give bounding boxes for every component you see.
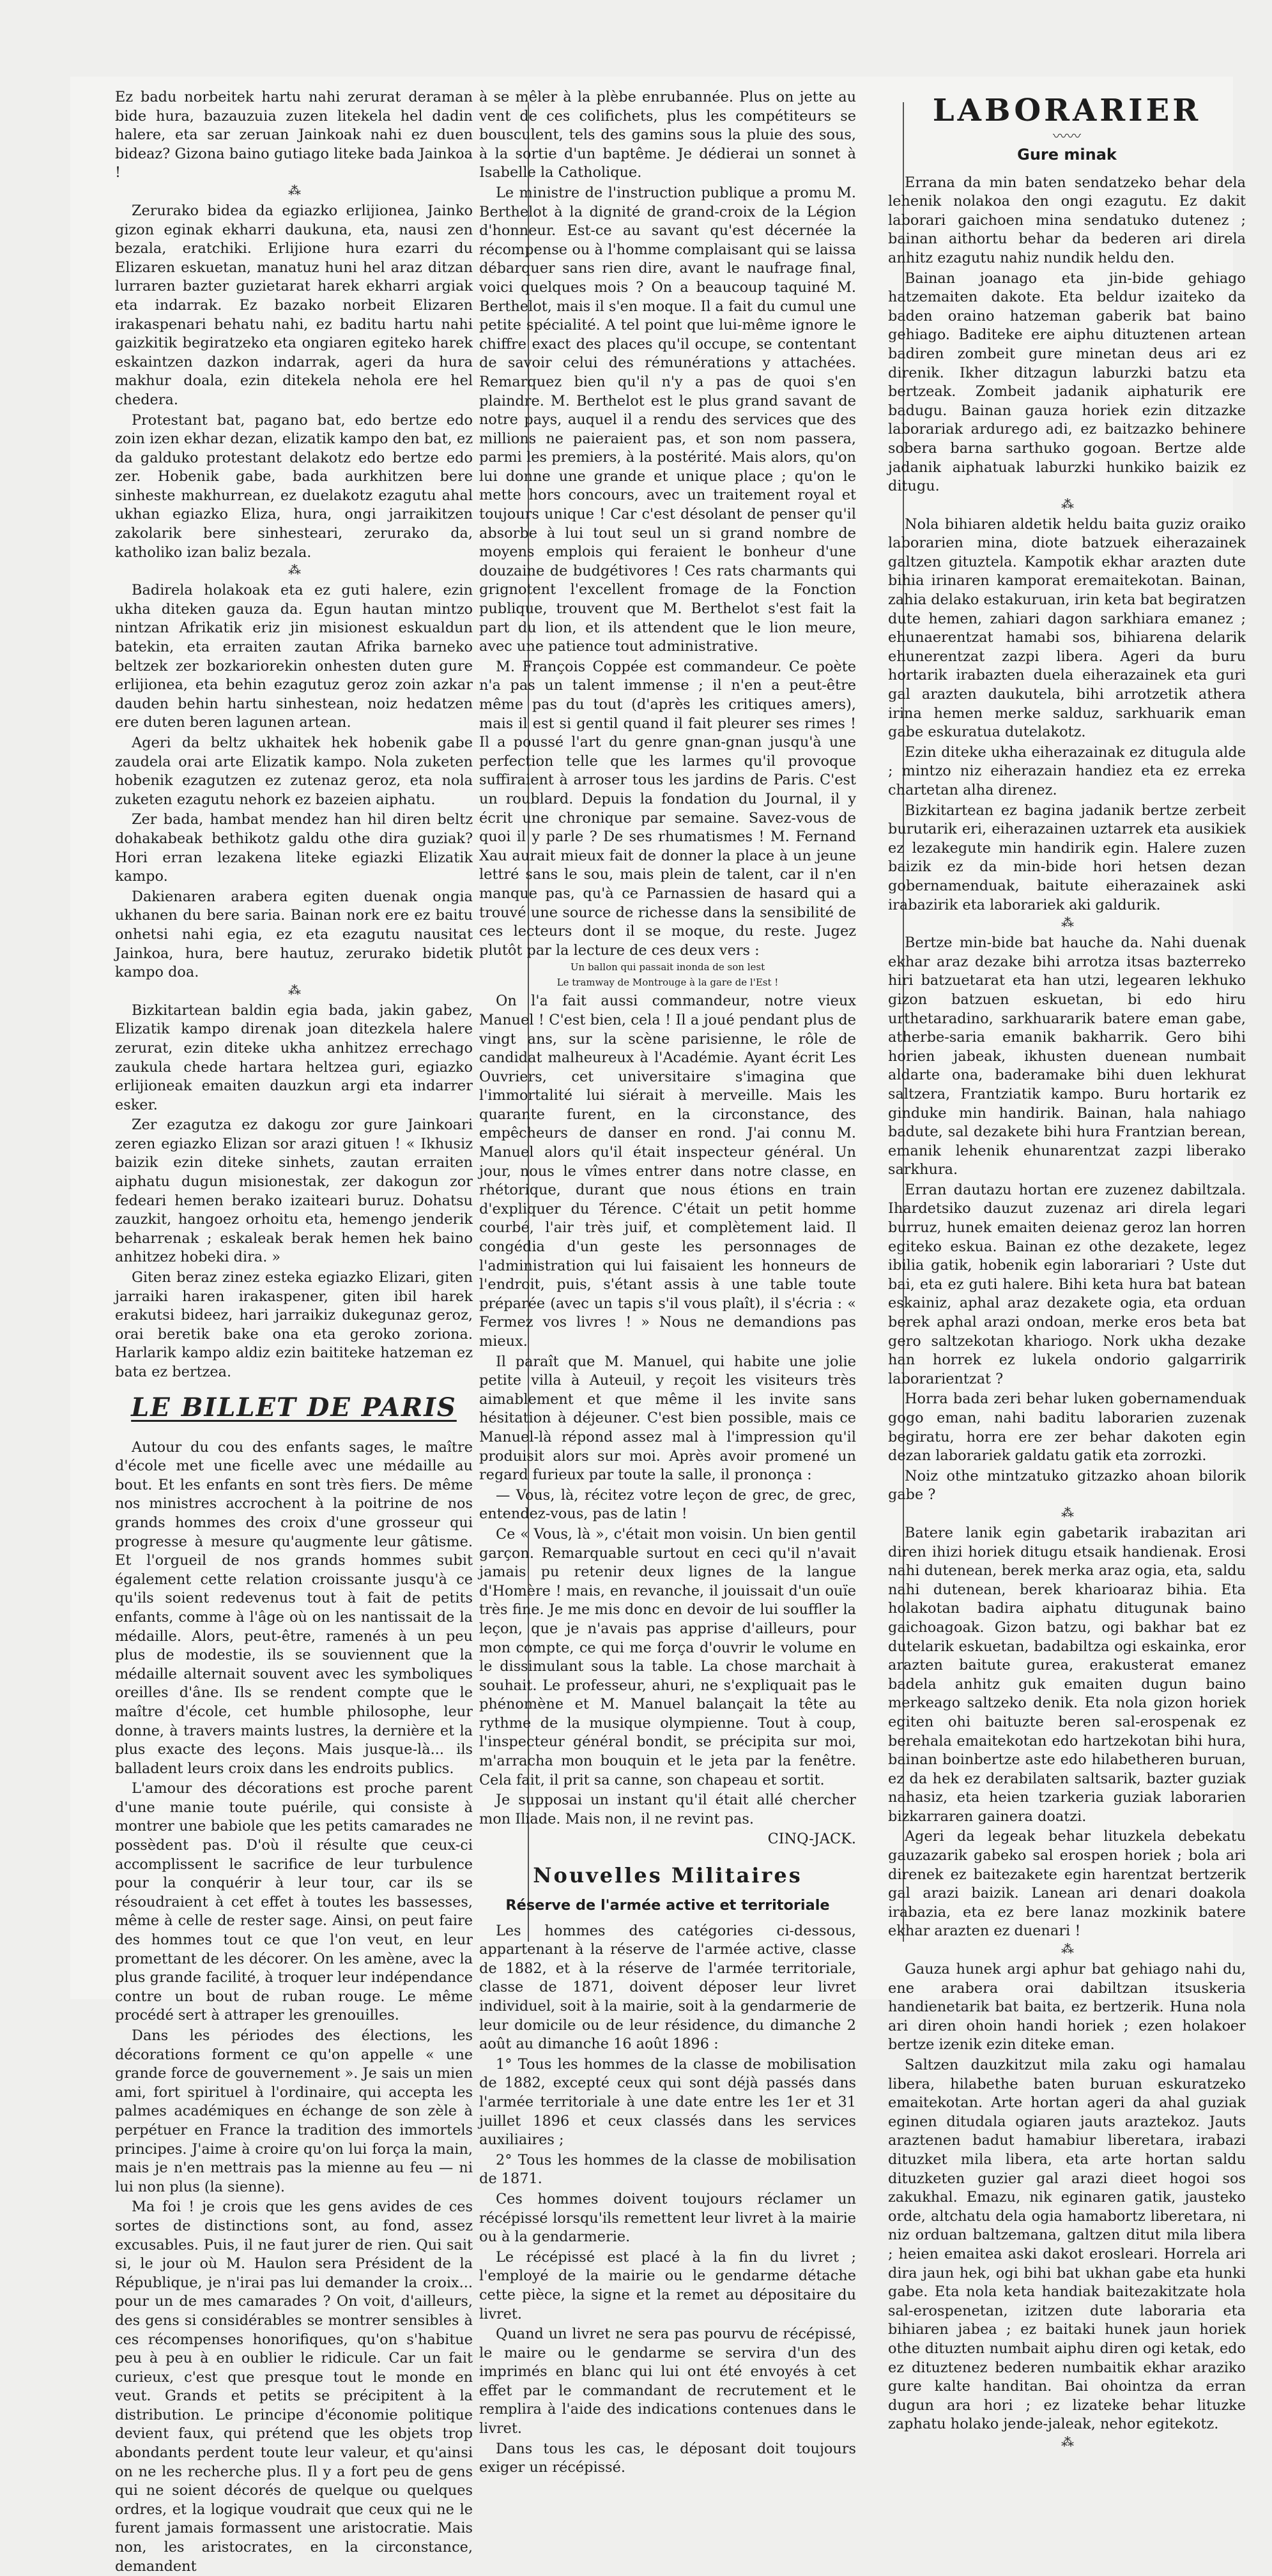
paragraph: Ageri da legeak behar lituzkela debekatu gauzazarik gabeko sal erospen horiek ; bola ari direnek ez baitezakete egin harentzat bertzerik gal arazi baizik. Lanean ari denari doakola irabazia, eta ez bere lanaz mozkinik batere ekhar arazten ez duenari ! (888, 1828, 1246, 1940)
paragraph: Bizkitartean baldin egia bada, jakin gabez, Elizatik kampo direnak joan ditezkela halere zerurat, ezin diteke ukha anhitzez errechago zaukula chede hartara heltzea guri, egiazko erlijioneak emaiten dauzkun argi eta indarrer esker. (115, 1002, 473, 1113)
paragraph: Ezin diteke ukha eiherazainak ez ditugula alde ; mintzo niz eiherazain handiez eta ez erreka chartetan alha direnez. (888, 743, 1246, 798)
paragraph: Zerurako bidea da egiazko erlijionea, Jainko gizon eginak ekharri daukuna, eta, nausi zen bezala, eratchiki. Erlijione hura ezarri du Elizaren eskuetan, manatuz huni hel araz ditzan lurraren bazter guzietarat harek ekharri argiak eta indarrak. Ez bazako norbeit Elizaren irakaspenari behatu nahi, ez baditu hartu nahi gaizkitik begiratzeko eta ongiaren egiteko harek eskaintzen dazkon indarrak, ageri da hura makhur doala, ezin ditekela nehola ere hel chedera. (115, 202, 473, 408)
paragraph: Ces hommes doivent toujours réclamer un récépissé lorsqu'ils remettent leur livret à la mairie ou à la gendarmerie. (479, 2190, 856, 2246)
ornament-divider: 〰〰 (1052, 129, 1081, 145)
separator-asterism: ⁂ (1061, 1941, 1073, 1957)
section-title-nouvelles: Nouvelles Militaires (533, 1863, 802, 1888)
separator-asterism: ⁂ (1061, 1504, 1073, 1520)
paragraph: — Vous, là, récitez votre leçon de grec, de grec, entendez-vous, pas de latin ! (479, 1486, 856, 1523)
section-title-billet: LE BILLET DE PARIS (131, 1392, 457, 1422)
paragraph: Saltzen dauzkitzut mila zaku ogi hamalau libera, hilabethe baten buruan eskuratzeko emaitekotan. Arte hortan ageri da ahal guziak eginen ditudala ogiaren jauts araztekoz. Jauts araztenen badut hamabiur liberetara, irabazi dituzket mila libera, eta arte hortan saldu dituzketen guzier gal arazi dieet hogoi sos zakukhal. Emazu, nik eginaren gatik, jausteko orde, altchatu dela ogia hamabortz liberetara, ni niz orduan baltzemana, galtzen ditut mila libera ; heien emaitea aski dakot erosleari. Horrela ari dira jaun hek, ogi bihi bat ukhan gabe eta hunki gabe. Eta nola keta handiak baitezakitzate hola sal-erospenetan, izitzen dute laboraria eta bihiaren jabea ; ez baitaki hunek jaun horiek othe dituzten numbait aiphu diren ogi ketak, edo ez dituztenez bederen numbaitik ekhar araziko gure kalte handitan. Bai ohointza da erran dugun ara hori ; ez lizateke behar lituzke zaphatu holako jende-jaleak, nehor egitekotz. (888, 2057, 1246, 2433)
section-subtitle: Gure minak (1017, 146, 1117, 164)
separator-asterism: ⁂ (288, 562, 300, 578)
paragraph: Giten beraz zinez esteka egiazko Elizari, giten jarraiki haren irakaspener, giten ibil harek erakutsi bideez, hari jarraikiz dukegunaz geroz, orai beretik bake ona eta geroko zoriona. Harlarik kampo aldiz ezin baititeke hatzeman ez bata ez bertzea. (115, 1269, 473, 1380)
separator-asterism: ⁂ (1061, 2434, 1073, 2450)
paragraph: Protestant bat, pagano bat, edo bertze edo zoin izen ekhar dezan, elizatik kampo den bat, ez da galduko protestant delakotz edo bertze edo zer. Hobenik gabe, bada aurkhitzen bere sinheste makhurrean, ez duelakotz ezagutu ahal ukhan egiazko Eliza, hura, ongi jarraikitzen zakolarik bere sinhesteari, zerurako da, katholiko izan baliz bezala. (115, 411, 473, 561)
paragraph: Badirela holakoak eta ez guti halere, ezin ukha diteken gauza da. Egun hautan mintzo nintzan Afrikatik eriz jin misionest eskualdun batekin, eta erraiten zautan Afrika barneko beltzek zer bozkariorekin onhesten duten gure erlijionea, eta behin ezagutuz geroz zoin azkar dauden behin hartu sinhestean, noiz hedatzen ere duten beren lagunen artean. (115, 582, 473, 731)
paragraph: 2° Tous les hommes de la classe de mobilisation de 1871. (479, 2151, 856, 2188)
paragraph: Dans tous les cas, le déposant doit toujours exiger un récépissé. (479, 2440, 856, 2476)
newspaper-page (70, 77, 1246, 2575)
poem-line: Un ballon qui passait inonda de son lest (570, 961, 765, 973)
paragraph: Gauza hunek argi aphur bat gehiago nahi du, ene arabera orai dabiltzan itsuskeria handienetarik bat baita, ez bertzerik. Huna nola ari diren ohoin handi horiek ; ezen holakoer bertze izenik ezin diteke eman. (888, 1961, 1246, 2054)
paragraph: Autour du cou des enfants sages, le maître d'école met une ficelle avec une médaille au bout. Et les enfants en sont très fiers. De même nos ministres accrochent à la poitrine de nos grands hommes des croix d'une grosseur qui progresse à mesure qu'augmente leur gâtisme. Et l'orgueil de nos grands hommes subit également cette relation croissante jusqu'à ce qu'ils soient redevenus tout à fait de petits enfants, comme à l'âge où on les nantissait de la médaille. Alors, peut-être, ramenés à un peu plus de modestie, ils se souviennent que la médaille alternait souvent avec les symboliques oreilles d'âne. Ils se rendent compte que le maître d'école, cet humble philosophe, leur donne, à travers maints lustres, la dernière et la plus exacte des leçons. Mais jusque-là... ils balladent leurs croix dans les endroits publics. (115, 1438, 473, 1777)
paragraph: Noiz othe mintzatuko gitzazko ahoan bilorik gabe ? (888, 1467, 1246, 1504)
paragraph: Les hommes des catégories ci-dessous, appartenant à la réserve de l'armée active, classe de 1882, et à la réserve de l'armée territoriale, classe de 1871, doivent déposer leur livret individuel, soit à la mairie, soit à la gendarmerie de leur domicile ou de leur résidence, du dimanche 2 août au dimanche 16 août 1896 : (479, 1922, 856, 2053)
paragraph: Errana da min baten sendatzeko behar dela lehenik nolakoa den ongi ezagutu. Ez dakit laborari gaichoen mina sendatuko dutenez ; bainan aithortu behar da bederen ari direla anhitz ezagutu nahiz nundik heldu den. (888, 174, 1246, 266)
paragraph: à se mêler à la plèbe enrubannée. Plus on jette au vent de ces colifichets, plus les compétiteurs se bousculent, tels des gamins sous la pluie des sous, à la sortie d'un baptême. Je dédierai un sonnet à Isabelle la Catholique. (479, 89, 856, 181)
paragraph: Bainan joanago eta jin-bide gehiago hatzemaiten dakote. Eta beldur izaiteko da baden oraino hatzeman gaberik bat baino gehiago. Baditeke ere aiphu dituztenen artean badiren zombeit gure minetan deus ari ez direnik. Ikher ditzagun laburzki batzu eta bertzeak. Zombeit jadanik aiphaturik ere badugu. Bainan gauza horiek ezin ditzazke laborariak ardurego adi, ez baitzazko behinere sobera barna sarthuko gogoan. Bertze alde jadanik aiphatuak laburzki hunkiko baizik ez ditugu. (888, 270, 1246, 495)
paragraph: Le récépissé est placé à la fin du livret ; l'employé de la mairie ou le gendarme détache cette pièce, la signe et la remet au dépositaire du livret. (479, 2248, 856, 2322)
paragraph: Zer ezagutza ez dakogu zor gure Jainkoari zeren egiazko Elizan sor arazi gituen ! « Ikhusiz baizik ezin diteke sinhets, zautan erraiten aiphatu dugun misionestak, zer dakogun zor fedeari hemen berako izaiteari buruz. Dohatsu zauzkit, hangoez orhoitu eta, hemengo jenderik beharrenak ; eskaleak berak hemen hek baino anhitzez hobeki dira. » (115, 1117, 473, 1266)
signature: CINQ-JACK. (767, 1831, 856, 1848)
paragraph: Il paraît que M. Manuel, qui habite une jolie petite villa à Auteuil, y reçoit les visiteurs très aimablement et que même il les invite sans hésitation à déjeuner. C'est bien possible, mais ce Manuel-là répond assez mal à l'impression qu'il produisit alors sur moi. Après avoir promené un regard furieux par toute la salle, il prononça : (479, 1353, 856, 1484)
paragraph: Ez badu norbeitek hartu nahi zerurat deraman bide hura, bazauzuia zuzen litekela hel dadin halere, eta sar zeruan Jainkoak nahi ez duen bideaz? Gizona baino gutiago liteke bada Jainkoa ! (115, 89, 473, 181)
paragraph: Je supposai un instant qu'il était allé chercher mon Iliade. Mais non, il ne revint pas. (479, 1792, 856, 1827)
column-3 (888, 88, 1246, 2450)
paragraph: Dans les périodes des élections, les décorations forment ce qu'on appelle « une grande force de gouvernement ». Je sais un mien ami, fort spirituel à l'ordinaire, qui accepta les palmes académiques en échange de son zèle à perpétuer en France la tradition des immortels principes. J'aime à croire qu'on lui força la main, mais je n'en mettrais pas la mienne au feu — ni lui non plus (la sienne). (115, 2027, 473, 2195)
paragraph: 1° Tous les hommes de la classe de mobilisation de 1882, excepté ceux qui sont déjà passés dans l'armée territoriale à une date entre les 1er et 31 juillet 1896 et ceux classés dans les services auxiliaires ; (479, 2055, 856, 2149)
separator-asterism: ⁂ (288, 982, 300, 998)
paragraph: On l'a fait aussi commandeur, notre vieux Manuel ! C'est bien, cela ! Il a joué pendant plus de vingt ans, sur la scène parisienne, le rôle de candidat malheureux à l'Académie. Ayant écrit Les Ouvriers, cet universitaire s'imagina que l'immortalité lui siérait à merveille. Mais les quarante furent, en la circonstance, des empêcheurs de danser en rond. J'ai connu M. Manuel alors qu'il était inspecteur général. Un jour, nous le vîmes entrer dans notre classe, en rhétorique, durant que nous étions en train d'expliquer du Térence. C'était un petit homme courbé, l'air très juif, et complètement laid. Il congédia d'un geste les personnages de l'administration qui lui faisaient les honneurs de l'endroit, puis, s'étant assis à une table toute préparée (avec un tapis s'il vous plaît), il s'écria : « Fermez vos livres ! » Nous ne demandions pas mieux. (479, 993, 856, 1350)
paragraph: Ma foi ! je crois que les gens avides de ces sortes de distinctions sont, au fond, assez excusables. Puis, il ne faut jurer de rien. Qui sait si, le jour où M. Haulon sera Président de la République, je n'irai pas lui demander la croix... pour un de mes camarades ? On voit, d'ailleurs, des gens si considérables se montrer sensibles à ces récompenses honorifiques, qu'on s'habitue peu à peu à en oublier le ridicule. Car un fait curieux, c'est que presque tout le monde en veut. Grands et petits se précipitent à la distribution. Le principe d'économie politique devient faux, qui prétend que les objets trop abondants perdent toute leur valeur, et qu'ainsi on ne les recherche plus. Il y a fort peu de gens qui ne soient décorés de quelque ou quelques ordres, et la logique voudrait que ceux qui ne le furent jamais formassent une aristocratie. Mais non, les aristocrates, en la circonstance, demandent (115, 2199, 473, 2575)
paragraph: M. François Coppée est commandeur. Ce poète n'a pas un talent immense ; il n'en a peut-être même pas du tout (d'après les critiques amers), mais il est si gentil quand il fait pleurer ses rimes ! Il a poussé l'art du genre gnan-gnan jusqu'à une perfection telle que les larmes qu'il provoque suffiraient à arroser tous les jardins de Paris. C'est un roublard. Depuis la fondation du Journal, il y écrit une chronique par semaine. Savez-vous de quoi il y parle ? De ses rhumatismes ! M. Fernand Xau aurait mieux fait de donner la place à un jeune lettré sans le sou, mais plein de talent, car il n'en manque pas, qu'à ce Parnassien de hasard qui a trouvé une source de richesse dans la sensibilité de ces lecteurs dont il se moque, du reste. Jugez plutôt par la lecture de ces deux vers : (479, 658, 856, 959)
paragraph: Dakienaren arabera egiten duenak ongia ukhanen du bere saria. Bainan nork ere ez baitu onhetsi nahi egia, ez eta ezagutu nausitat Jainkoa, hura, bere hautuz, zerurako bidetik kampo doa. (115, 888, 473, 981)
separator-asterism: ⁂ (1061, 915, 1073, 931)
paragraph: Bertze min-bide bat hauche da. Nahi duenak ekhar araz dezake bihi arrotza itsas bazterreko hiri batzuetarat eta han utzi, legearen lekhuko gizon batzuen eskuetan, bi edo hiru urthetaradino, sarkhuararik batere eman gabe, atherbe-saria emanik bakharrik. Gero bihi horien jabeak, ikhusten duenean numbait aldarte ona, baderamake bihi duen lekhurat saltzera, Frantziatik kampo. Buru hortarik ez ginduke min handirik. Bainan, hala nahiago badute, sal dezakete bihi hura Frantzian berean, emanik lehenik ehunarentzat zazpi liberako sarkhura. (888, 934, 1246, 1178)
column-2 (479, 88, 856, 2476)
paragraph: Ageri da beltz ukhaitek hek hobenik gabe zaudela orai arte Elizatik kampo. Nola zuketen hobenik ezagutzen ez zutenaz geroz, eta nola zuketen ezagutu nehork ez bazeien aiphatu. (115, 735, 473, 808)
paragraph: Ce « Vous, là », c'était mon voisin. Un bien gentil garçon. Remarquable surtout en ceci qu'il n'avait jamais pu retenir deux lignes de la langue d'Homère ! mais, en revanche, il jouissait d'un ouïe très fine. Je me mis donc en devoir de lui souffler la leçon, que je n'avais pas apprise d'ailleurs, pour mon compte, ce qui me força d'ouvrir le volume en le dissimulant sous la table. La chose marchait à souhait. Le professeur, ahuri, ne s'expliquait pas le phénomène et M. Manuel balançait la tête au rythme de la musique olympienne. Tout à coup, l'inspecteur général bondit, se précipita sur moi, m'arracha mon bouquin et le jeta par la fenêtre. Cela fait, il prit sa canne, son chapeau et sortit. (479, 1525, 856, 1788)
paragraph: Nola bihiaren aldetik heldu baita guziz oraiko laborarien mina, diote batzuek eiherazainek galtzen gituztela. Kampotik ekhar arazten dute bihia irinaren kamporat eremaitekotan. Bainan, zahia delako estakuruan, irin keta bat begiratzen dute hemen, zahiari dagon sarkhiara emanez ; ehunaerentzat hamabi sos, bihiarena delarik ehunerentzat zazpi libera. Ageri da buru hortarik irabazten duela eiherazainek eta guri gal arazten daukutela, bihi arrotzetik athera irina hemen merke salduz, sarkhuarik eman gabe eskuratua dutelakotz. (888, 515, 1246, 741)
paragraph: Batere lanik egin gabetarik irabazitan ari diren ihizi horiek ditugu etsaik handienak. Erosi nahi dutenean, berek merka araz ogia, eta, saldu nahi dutenean, berek kharioaraz bihia. Eta holakotan badira aiphatu ditugunak baino gaichoagoak. Gizon batzu, ogi bakhar bat ez dutelarik eskuetan, badabiltza ogi eskainka, eror arazten baitute gurea, erakusterat emanez badela anhitz guk emaiten dugun baino merkeago saltzeko denik. Eta nola gizon horiek egiten ohi baituzte beren sal-erospenak ez berehala emaitekotan edo hartzekotan bihi hura, bainan boinbertze aste edo hilabetheren buruan, ez da hek ez derabilaten saltsarik, bazter guziak nahasiz, eta heien tzarkeria guziak laborarien bizkarraren gainera doatzi. (888, 1524, 1246, 1825)
paragraph: Bizkitartean ez bagina jadanik bertze zerbeit burutarik eri, eiherazainen uztarrek eta ausikiek ez lezakegute min handirik egin. Halere zuzen baizik ez da min-bide hori hetsen dezan gobernamenduak, baitute eiherazainek aski irabazirik eta laborariek aki galdurik. (888, 802, 1246, 913)
separator-asterism: ⁂ (288, 182, 300, 198)
paragraph: L'amour des décorations est proche parent d'une manie toute puérile, qui consiste à montrer une babiole que les petits camarades ne possèdent pas. D'où il résulte que ceux-ci accomplissent le sacrifice de leur turbulence pour la conquérir à leur tour, car ils se résoudraient à cet effet à toutes les bassesses, même à celle de rester sage. Ainsi, on peut faire des hommes tout ce que l'on veut, en leur promettant de les décorer. On les amène, avec la plus grande facilité, à troquer leur indépendance contre un bout de ruban rouge. Le même procédé sert à attraper les grenouilles. (115, 1780, 473, 2024)
paragraph: Quand un livret ne sera pas pourvu de récépissé, le maire ou le gendarme se servira d'un des imprimés en blanc qui lui ont été envoyés à cet effet par le commandant de recrutement et le remplira à l'aide des indications contenues dans le livret. (479, 2326, 856, 2437)
paragraph: Erran dautazu hortan ere zuzenez dabiltzala. Ihardetsiko dauzut zuzenaz ari direla legari burruz, hunek emaiten deienaz geroz lan horren egiteko eskua. Bainan ez othe dezakete, legez ibilia gatik, hobenik egin laborariari ? Uste dut bai, eta ez guti halere. Bihi keta hura bat batean eskainiz, aphal araz dezakete ogia, eta orduan berek aphal arazi ondoan, merke eros beta bat gero saltzekotan khariogo. Nork ukha dezake han horrek ez lukela ondorio galgarririk laborarientzat ? (888, 1181, 1246, 1387)
section-subtitle: Réserve de l'armée active et territoriale (505, 1897, 830, 1914)
column-1 (115, 88, 473, 2575)
poem-line: Le tramway de Montrouge à la gare de l'Est ! (556, 977, 779, 989)
paragraph: Le ministre de l'instruction publique a promu M. Berthelot à la dignité de grand-croix de la Légion d'honneur. Est-ce au savant qu'est décernée la récompense ou à l'homme complaisant qui se laissa débarquer sans rien dire, avant le naufrage final, voici quelques mois ? On a beaucoup taquiné M. Berthelot, mais il s'en moque. Il a fait du cumul une petite spécialité. A tel point que lui-même ignore le chiffre exact des places qu'il occupe, se contentant de savoir celui des rémunérations y attachées. Remarquez bien qu'il n'y a pas de quoi s'en plaindre. M. Berthelot est le plus grand savant de notre pays, auquel il a rendu des services que des millions ne paieraient pas, et son nom passera, parmi les premiers, à la postérité. Mais alors, qu'on lui donne une grande et unique place ; qu'on le mette hors concours, avec un traitement royal et toujours unique ! Car c'est désolant de penser qu'il absorbe à lui tout seul un si grand nombre de moyens emplois qui feraient le bonheur d'une douzaine de budgétivores ! Ces rats charmants qui grignotent l'excellent fromage de la Fonction publique, trouvent que M. Berthelot s'est fait la part du lion, et ils attendent que le lion meure, avec une patience tout administrative. (479, 184, 856, 655)
paragraph: Horra bada zeri behar luken gobernamenduak gogo eman, nahi baditu laborarien zuzenak begiratu, horra ere zer behar dakoten egin dezan laborariek galdatu gatik eta zorrozki. (888, 1391, 1246, 1465)
section-title-laborarier: LABORARIER (932, 93, 1202, 128)
separator-asterism: ⁂ (1061, 496, 1073, 512)
paragraph: Zer bada, hambat mendez han hil diren beltz dohakabeak bethikotz galdu othe dira guziak? Hori erran lezakena liteke egiazki Elizatik kampo. (115, 811, 473, 885)
